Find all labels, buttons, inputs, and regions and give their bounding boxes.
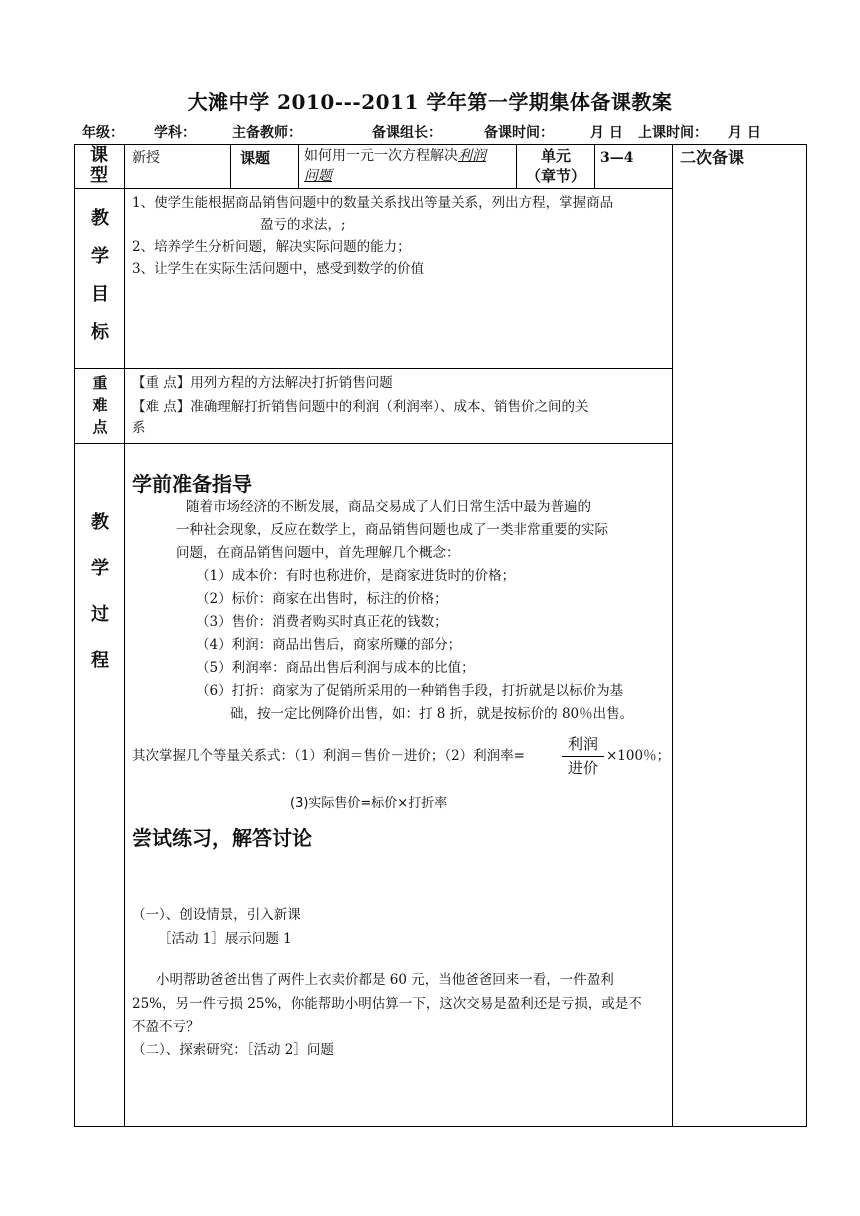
concept-item: （2）标价：商家在出售时，标注的价格； (196, 591, 448, 607)
topic-value: 如何用一元一次方程解决利润 问题 (304, 148, 486, 184)
subject-label: 学科： (154, 125, 196, 141)
hard-tag: 【难 点】 (132, 399, 191, 415)
class-date: 月 日 (728, 125, 761, 141)
intro-line: 问题，在商品销售问题中，首先理解几个概念： (176, 545, 460, 561)
prep-date: 月 日 (590, 125, 623, 141)
page-title: 大滩中学 2010---2011 学年第一学期集体备课教案 (187, 90, 673, 114)
key-text: 用列方程的方法解决打折销售问题 (190, 375, 393, 391)
type-value: 新授 (132, 150, 160, 166)
key-points-label: 重 难 点 (92, 374, 108, 436)
unit-label: 单元 （章节） (525, 147, 586, 185)
group-leader-label: 备课组长： (372, 125, 442, 141)
grade-label: 年级： (82, 125, 124, 141)
formula-numerator: 利润 (567, 735, 598, 753)
objective-item: 2、培养学生分析问题，解决实际问题的能力； (132, 239, 411, 255)
concept-item: （3）售价：消费者购买时真正花的钱数； (196, 614, 448, 630)
type-label: 课 型 (90, 145, 108, 186)
objectives-label: 教 学 目 标 (91, 208, 109, 343)
topic-label: 课题 (240, 149, 271, 167)
problem-line: 不盈不亏？ (132, 1019, 200, 1035)
prep-time-label: 备课时间： (484, 125, 554, 141)
second-prep-label: 二次备课 (680, 148, 745, 167)
intro-line: 随着市场经济的不断发展，商品交易成了人们日常生活中最为普遍的 (186, 499, 591, 515)
concept-item: （1）成本价：有时也称进价，是商家进货时的价格； (196, 568, 516, 584)
formula-prefix: 其次掌握几个等量关系式：（1）利润＝售价－进价；（2）利润率= (132, 748, 525, 764)
key-tag: 【重 点】 (132, 375, 191, 391)
part-one: （一）、创设情景，引入新课 (132, 907, 301, 923)
objective-item: 3、让学生在实际生活问题中，感受到数学的价值 (132, 261, 425, 277)
concept-item: （6）打折：商家为了促销所采用的一种销售手段，打折就是以标价为基 (196, 683, 624, 699)
intro-line: 一种社会现象，反应在数学上，商品销售问题也成了一类非常重要的实际 (176, 522, 608, 538)
heading-practice: 尝试练习，解答讨论 (132, 826, 312, 850)
formula-denominator: 进价 (567, 759, 598, 777)
formula-suffix: ×100％； (606, 748, 671, 764)
problem-line: 小明帮助爸爸出售了两件上衣卖价都是 60 元，当他爸爸回来一看，一件盈利 (156, 972, 614, 988)
process-label: 教 学 过 程 (91, 512, 109, 671)
fraction-bar (562, 756, 604, 757)
concept-item: （4）利润：商品出售后，商家所赚的部分； (196, 637, 462, 653)
activity-one: ［活动 1］展示问题 1 (158, 931, 292, 947)
unit-value: 3—4 (600, 150, 634, 166)
hard-point (132, 397, 589, 417)
concept-item: 础，按一定比例降价出售，如：打 8 折，就是按标价的 80％出售。 (230, 706, 634, 722)
formula-3: (3)实际售价=标价×打折率 (290, 796, 448, 811)
hard-text: 准确理解打折销售问题中的利润（利润率）、成本、销售价之间的关 (190, 399, 589, 415)
key-point (132, 373, 393, 393)
class-time-label: 上课时间： (638, 125, 708, 141)
concept-item: （5）利润率：商品出售后利润与成本的比值； (196, 660, 475, 676)
hard-point-cont: 系 (132, 420, 146, 436)
part-two: （二）、探索研究：［活动 2］问题 (132, 1042, 334, 1058)
objective-item: 盈亏的求法，; (260, 217, 346, 233)
objective-item: 1、使学生能根据商品销售问题中的数量关系找出等量关系，列出方程，掌握商品 (132, 195, 614, 211)
main-teacher-label: 主备教师： (232, 125, 302, 141)
heading-prep: 学前准备指导 (132, 472, 252, 496)
problem-line: 25%，另一件亏损 25%，你能帮助小明估算一下，这次交易是盈利还是亏损，或是不 (132, 996, 642, 1012)
